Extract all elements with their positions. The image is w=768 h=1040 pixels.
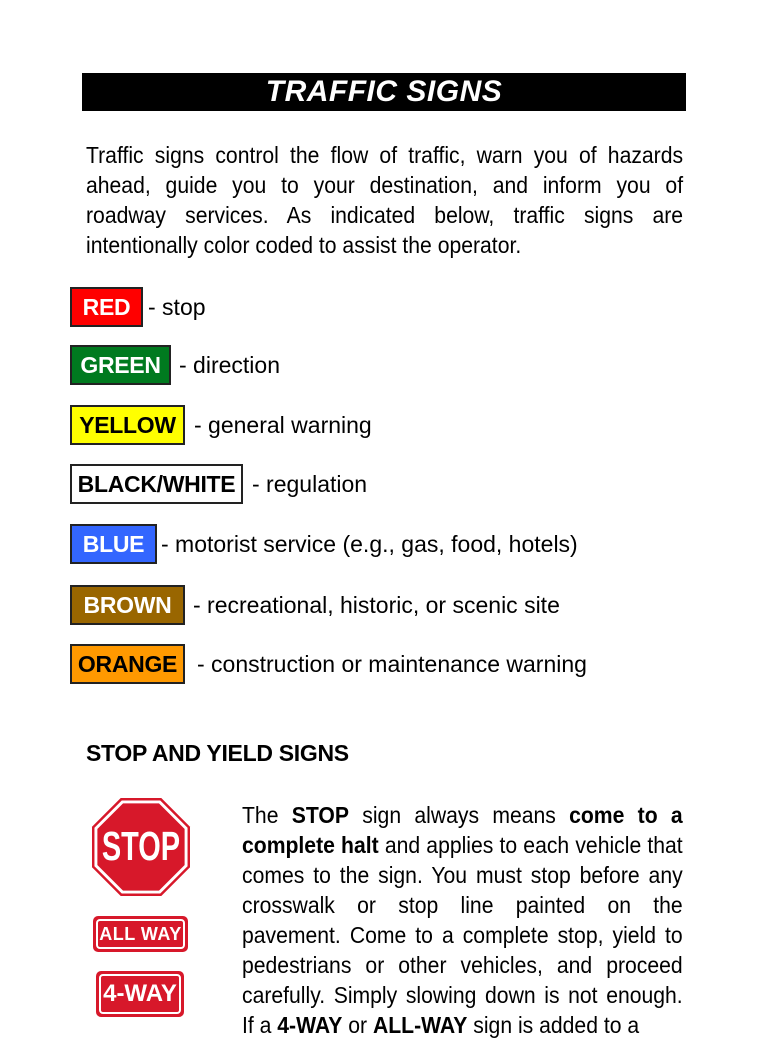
all-way-text: ALL WAY [96, 919, 185, 949]
color-desc-yellow: - general warning [194, 411, 372, 438]
body-bold-allway: ALL-WAY [372, 1012, 468, 1038]
color-row-orange [70, 642, 587, 686]
body-text-5: sign is added to a [467, 1012, 640, 1038]
body-bold-stop: STOP [291, 802, 349, 828]
color-badge-orange: ORANGE [70, 644, 185, 684]
four-way-plaque [96, 971, 184, 1017]
color-row-green [70, 343, 280, 387]
color-row-red [70, 285, 206, 329]
color-desc-black-white: - regulation [252, 470, 368, 497]
color-row-blue [70, 522, 578, 566]
color-desc-orange: - construction or maintenance warning [197, 650, 587, 677]
color-badge-red: RED [70, 287, 143, 327]
stop-sign-paragraph [242, 800, 683, 1040]
color-desc-green: - direction [179, 351, 280, 378]
color-desc-brown: - recreational, historic, or scenic site [193, 591, 560, 618]
color-badge-blue: BLUE [70, 524, 157, 564]
stop-sign-icon [92, 798, 190, 896]
title-bar [82, 73, 686, 111]
body-text-4: or [342, 1012, 373, 1038]
color-badge-black-white: BLACK/WHITE [70, 464, 243, 504]
intro-paragraph: Traffic signs control the flow of traffic, warn you of hazards ahead, guide you to your destination, and inform you of roadway services. As indicated below, traffic signs are intentionally color coded to assist the operator. [86, 142, 684, 258]
four-way-text: 4-WAY [99, 974, 181, 1014]
color-badge-brown: BROWN [70, 585, 185, 625]
all-way-plaque [93, 916, 188, 952]
section-heading: STOP AND YIELD SIGNS [86, 740, 349, 766]
stop-sign-text: STOP [101, 824, 181, 870]
body-bold-4way: 4-WAY [277, 1012, 343, 1038]
color-row-yellow [70, 403, 372, 447]
body-text-2: sign always means [348, 802, 570, 828]
color-row-black-white [70, 462, 367, 506]
body-text-3: and applies to each vehicle that comes to the sign. You must stop before any crosswalk or stop line painted on the pavement. Come to a complete stop, yield to pedestrians or other vehicles, and proceed carefully. Simply slowing down is not enough. If a [242, 832, 683, 1038]
color-desc-blue: - motorist service (e.g., gas, food, hotels) [161, 530, 578, 557]
body-text-1: The [242, 802, 292, 828]
color-desc-red: - stop [148, 293, 206, 320]
color-badge-yellow: YELLOW [70, 405, 185, 445]
page-title: TRAFFIC SIGNS [265, 75, 503, 108]
color-badge-green: GREEN [70, 345, 171, 385]
body-bold-halt: come to a complete halt [242, 802, 683, 858]
color-row-brown [70, 583, 560, 627]
